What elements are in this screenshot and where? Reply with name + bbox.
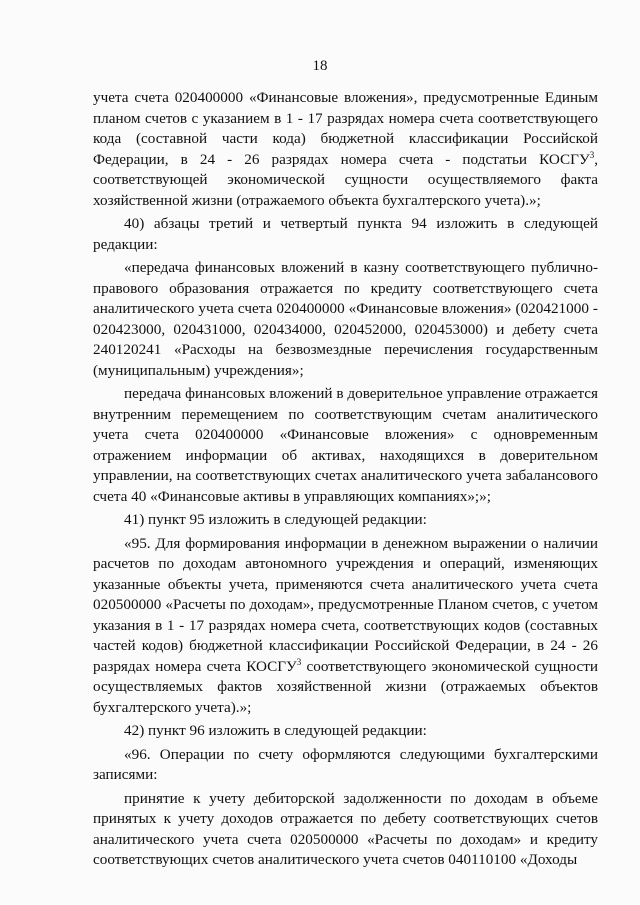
paragraph-text: «96. Операции по счету оформляются следующими бухгалтерскими записями: [93,745,598,783]
paragraph-quote-transfer-treasury [93,258,598,381]
paragraph-item-41 [93,510,598,531]
paragraph-text-tail: соответствующего экономической сущности осуществляемых фактов хозяйственной жизни (отражаемых объектов бухгалтерского учета).»; [93,657,598,716]
document-body [93,88,598,874]
footnote-marker: 3 [589,149,595,160]
paragraph-text: «95. Для формирования информации в денежном выражении о наличии расчетов по доходам автономного учреждения и операций, изменяющих указанные объекты учета, применяются счета аналитического учета счета 020500000 «Расчеты по доходам», предусмотренные Планом счетов, с учетом указания в 1 - 17 разрядах номера счета, соответствующих кодов (составных частей кодов) бюджетной классификации Российской Федерации, в 24 - 26 разрядах номера счета КОСГУ [93,534,598,675]
paragraph-text: 40) абзацы третий и четвертый пункта 94 изложить в следующей редакции: [93,215,598,253]
paragraph-text-tail: , соответствующей экономической сущности осуществляемого факта хозяйственной жизни (отражаемого объекта бухгалтерского учета).»; [93,150,598,209]
paragraph-text: 42) пункт 96 изложить в следующей редакции: [124,722,427,739]
paragraph-text: передача финансовых вложений в доверительное управление отражается внутренним перемещением по соответствующим счетам аналитического учета счета 020400000 «Финансовые вложения» с одновременным отражением информации об активах, находящихся в доверительном управлении, на соответствующих счетах аналитического учета забалансового счета 40 «Финансовые активы в управляющих компаниях»;»; [93,385,598,505]
paragraph-text: 41) пункт 95 изложить в следующей редакции: [124,511,427,528]
paragraph-continuation [93,88,598,211]
paragraph-receivables [93,789,598,871]
page-number: 18 [312,58,328,74]
paragraph-text: учета счета 020400000 «Финансовые вложения», предусмотренные Единым планом счетов с указанием в 1 - 17 разрядах номера счета соответствующего кода (составной части кода) бюджетной классификации Российской Федерации, в 24 - 26 разрядах номера счета - подстатьи КОСГУ [93,89,598,168]
paragraph-quote-trust-management [93,384,598,507]
paragraph-quote-95 [93,534,598,719]
paragraph-item-40 [93,214,598,255]
paragraph-text: «передача финансовых вложений в казну соответствующего публично-правового образования отражается по кредиту соответствующего счета аналитического учета счета 020400000 «Финансовые вложения» (020421000 - 020423000, 020431000, 020434000, 020452000, 020453000) и дебету счета 240120241 «Расходы на безвозмездные перечисления государственным (муниципальным) учреждения»; [93,259,598,379]
footnote-marker: 3 [296,656,302,667]
paragraph-text: принятие к учету дебиторской задолженности по доходам в объеме принятых к учету доходов отражается по дебету соответствующих счетов аналитического учета счета 020500000 «Расчеты по доходам» и кредиту соответствующих счетов аналитического учета счетов 040110100 «Доходы [93,789,598,868]
paragraph-quote-96 [93,745,598,786]
paragraph-item-42 [93,721,598,742]
